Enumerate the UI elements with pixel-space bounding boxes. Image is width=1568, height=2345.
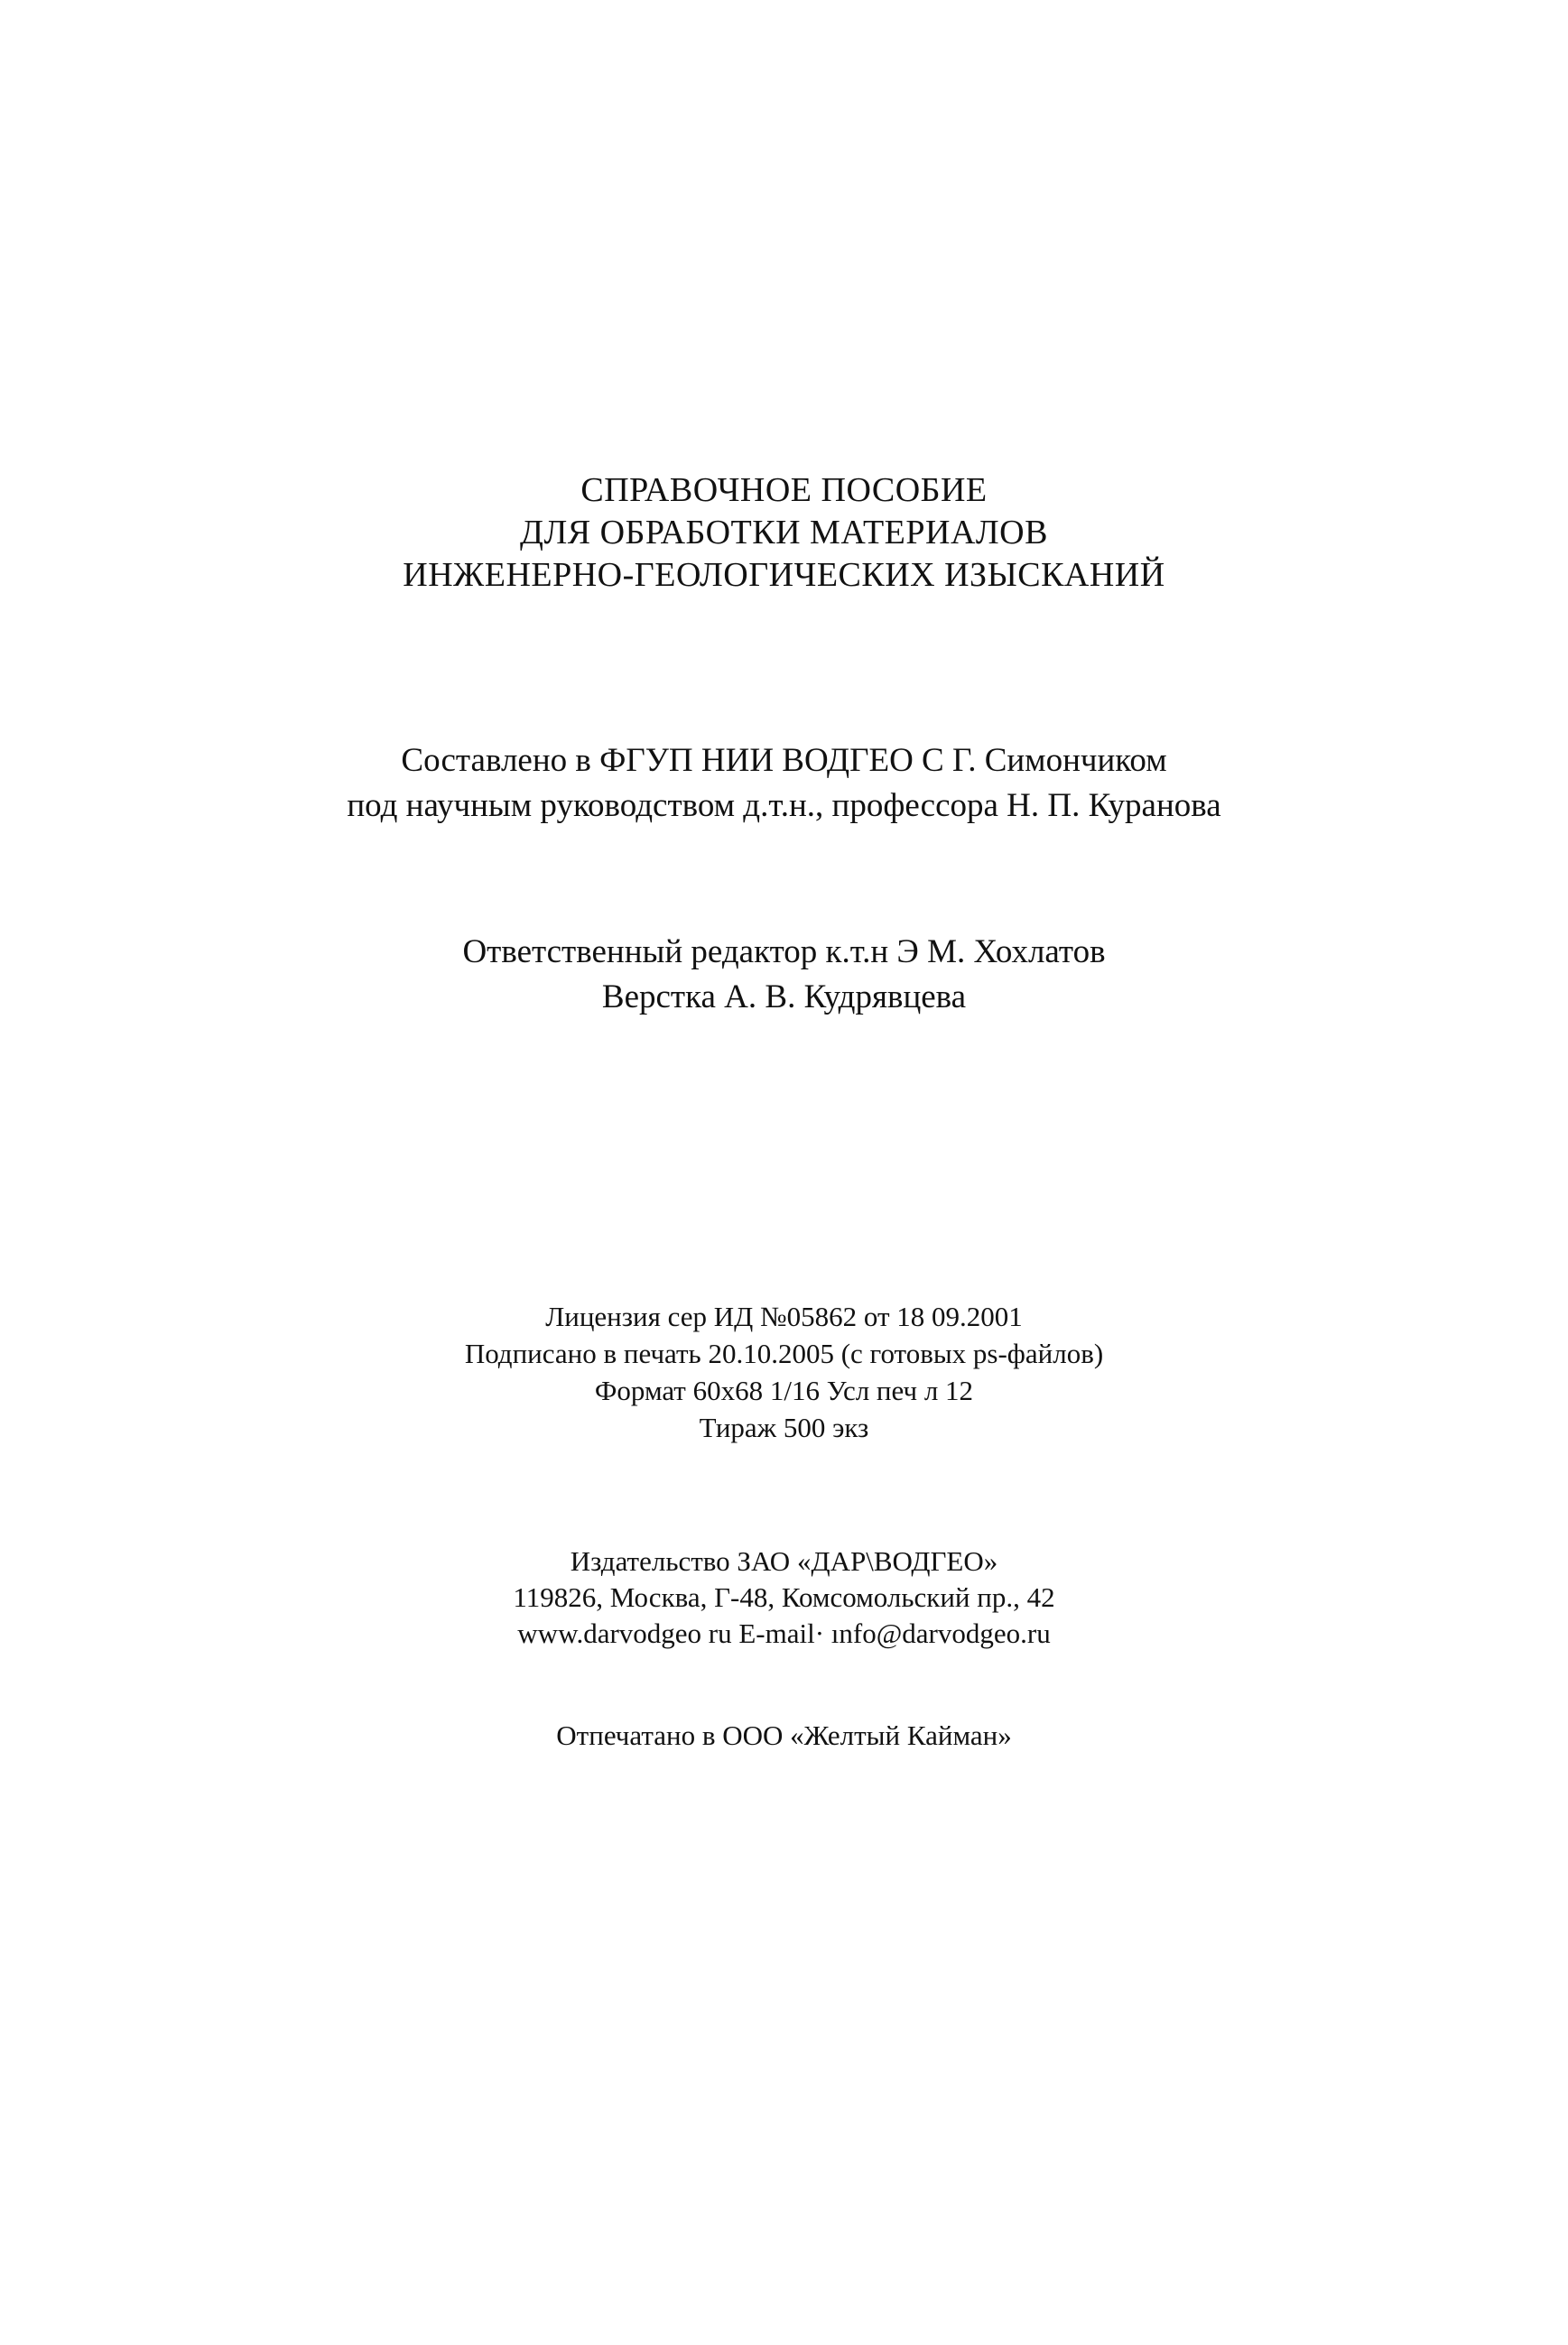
publisher-name-line: Издательство ЗАО «ДАР\ВОДГЕО» bbox=[570, 1545, 998, 1577]
print-details-section bbox=[0, 1298, 1568, 1446]
format-line: Формат 60x68 1/16 Усл печ л 12 bbox=[594, 1375, 974, 1406]
license-line: Лицензия сер ИД №05862 от 18 09.2001 bbox=[545, 1301, 1023, 1332]
signed-to-print-line: Подписано в печать 20.10.2005 (с готовых ps-файлов) bbox=[464, 1338, 1104, 1369]
printed-by-line: Отпечатано в ООО «Желтый Кайман» bbox=[556, 1719, 1012, 1751]
publisher-contacts-line: www.darvodgeo ru E-mail· ınfo@darvodgeo.ru bbox=[517, 1617, 1051, 1649]
printer-section bbox=[0, 1718, 1568, 1754]
editors-section bbox=[0, 930, 1568, 1020]
publisher-section bbox=[0, 1543, 1568, 1652]
layout-editor-line: Верстка А. В. Кудрявцева bbox=[601, 978, 967, 1015]
document-title bbox=[0, 469, 1568, 597]
compiled-by-section bbox=[0, 738, 1568, 829]
responsible-editor-line: Ответственный редактор к.т.н Э М. Хохлатов bbox=[462, 933, 1106, 970]
scientific-supervisor-line: под научным руководством д.т.н., профессора Н. П. Куранова bbox=[347, 787, 1221, 824]
title-line-3: ИНЖЕНЕРНО-ГЕОЛОГИЧЕСКИХ ИЗЫСКАНИЙ bbox=[403, 556, 1165, 594]
title-line-2: ДЛЯ ОБРАБОТКИ МАТЕРИАЛОВ bbox=[520, 514, 1048, 551]
compiled-by-line: Составлено в ФГУП НИИ ВОДГЕО С Г. Симончиком bbox=[401, 742, 1167, 779]
print-run-line: Тираж 500 экз bbox=[699, 1412, 869, 1443]
publisher-address-line: 119826, Москва, Г-48, Комсомольский пр., 42 bbox=[513, 1581, 1055, 1613]
title-line-1: СПРАВОЧНОЕ ПОСОБИЕ bbox=[580, 471, 988, 509]
